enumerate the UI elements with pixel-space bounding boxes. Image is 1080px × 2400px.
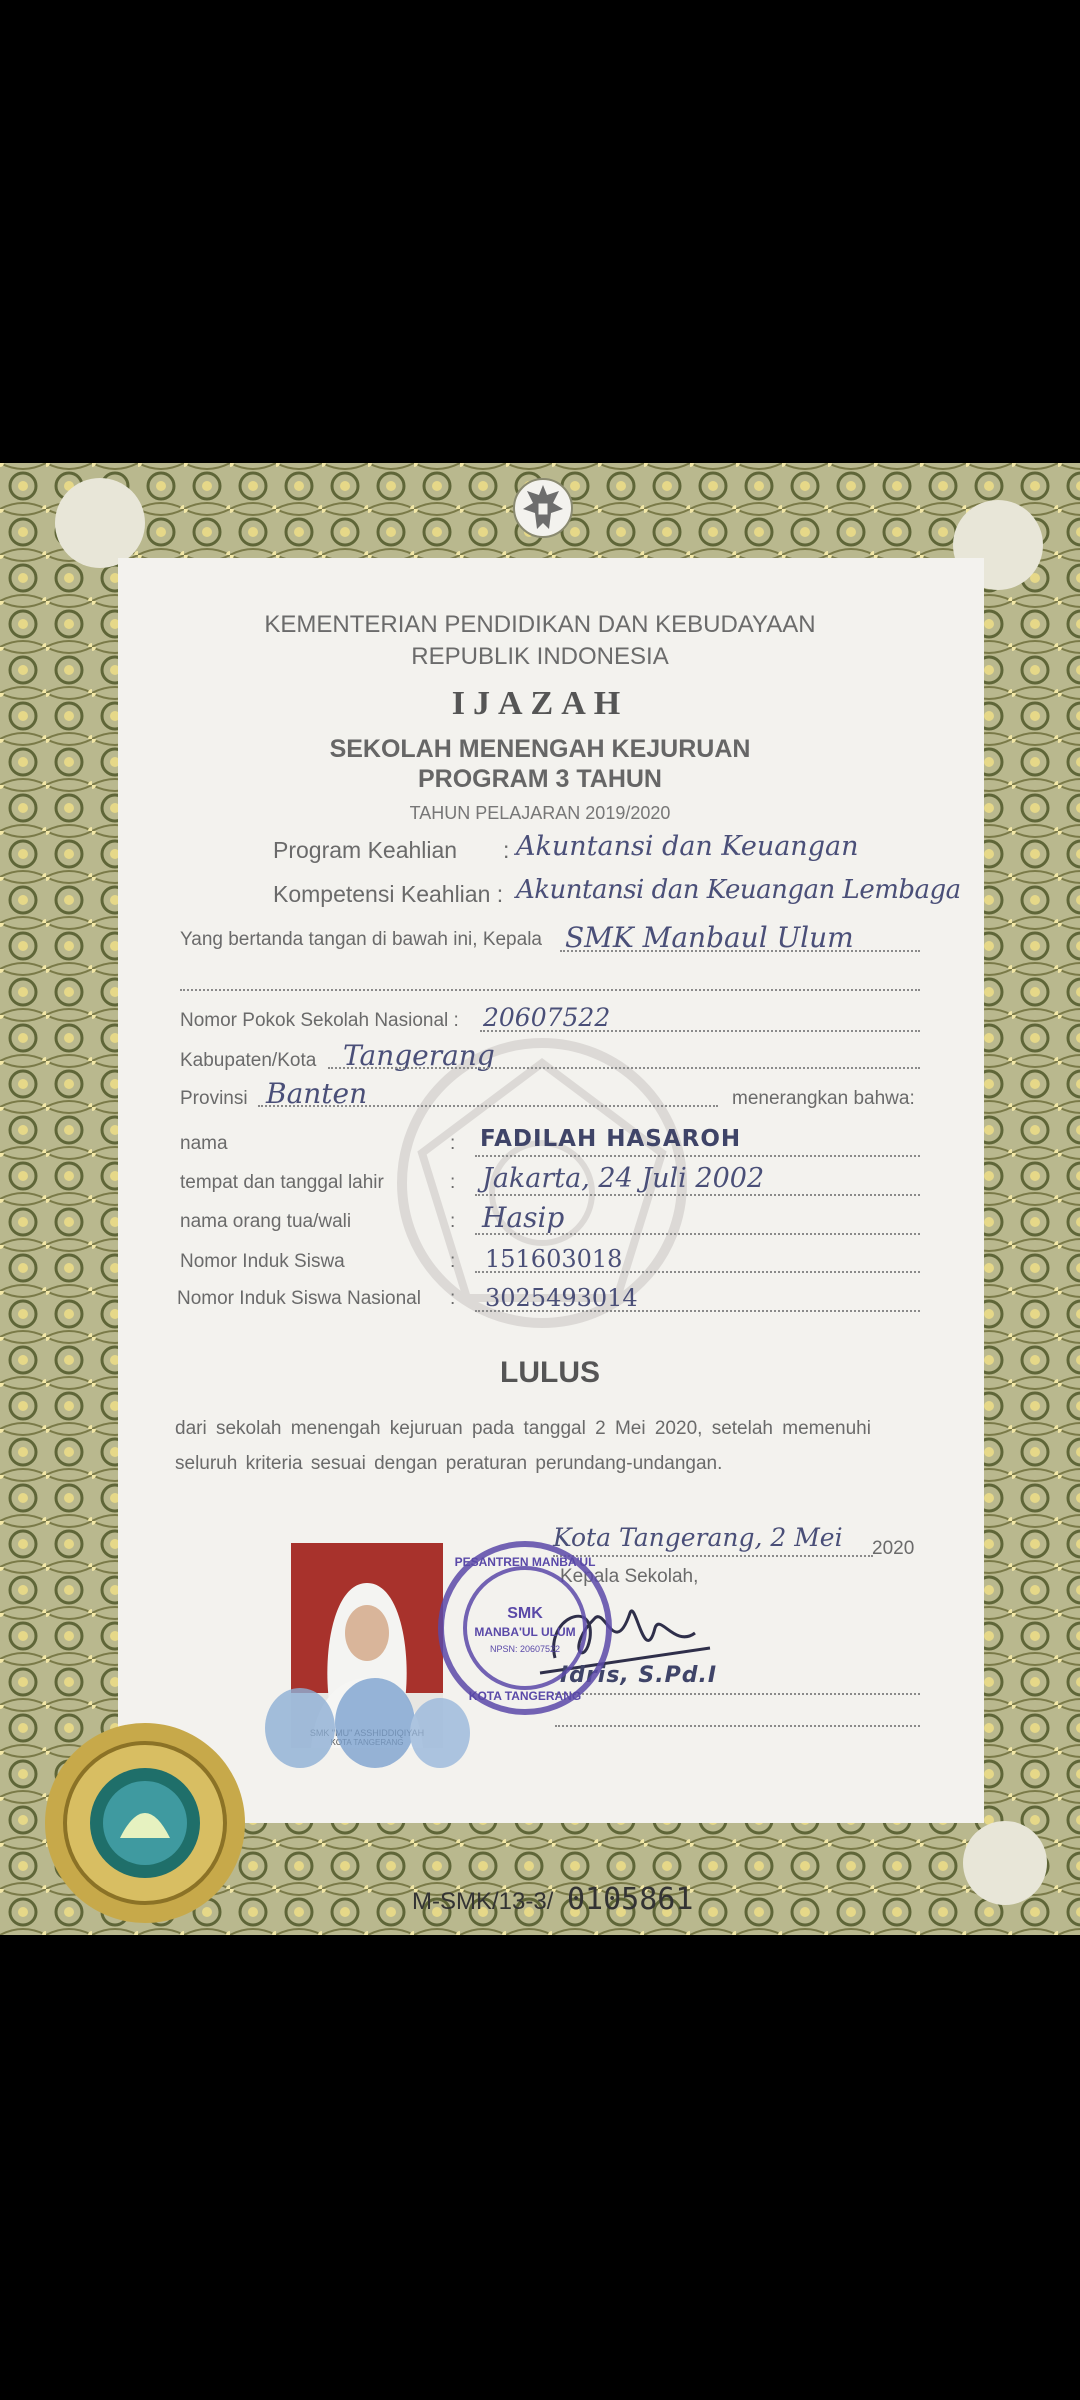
nama-label: nama: [180, 1133, 228, 1154]
nis-value: 151603018: [485, 1245, 623, 1273]
school-stamp-icon: [435, 1538, 615, 1718]
dotted-line: [180, 989, 920, 991]
nama-value: FADILAH HASAROH: [480, 1126, 742, 1152]
diploma-document: [0, 463, 1080, 1935]
dotted-line: [475, 1271, 920, 1273]
npsn-value: 20607522: [483, 1003, 611, 1032]
stamp-npsn-text: NPSN: 20607522: [489, 1644, 561, 1654]
gold-seal-hologram-icon: [40, 1718, 250, 1928]
serial-prefix: M-SMK/13-3/: [412, 1888, 554, 1915]
signature-role: Kepala Sekolah,: [560, 1566, 699, 1587]
kompetensi-label: Kompetensi Keahlian :: [273, 881, 504, 907]
dotted-line: [258, 1105, 718, 1107]
school-type: SEKOLAH MENENGAH KEJURUAN: [329, 735, 751, 763]
dotted-line: [555, 1725, 920, 1727]
graduation-status: LULUS: [500, 1356, 600, 1389]
ortu-value: Hasip: [482, 1201, 565, 1234]
dotted-line: [475, 1233, 920, 1235]
ministry-line-2: REPUBLIK INDONESIA: [411, 643, 669, 670]
stamp-school2-text: MANBA'UL ULUM: [474, 1625, 576, 1639]
result-line-2: seluruh kriteria sesuai dengan peraturan perundang-undangan.: [175, 1453, 723, 1474]
stamp-city-text: KOTA TANGERANG: [468, 1689, 582, 1703]
garuda-emblem-icon: [513, 473, 573, 543]
program-keahlian-value: Akuntansi dan Keuangan: [516, 831, 859, 862]
dotted-line: [560, 950, 920, 952]
dotted-line: [480, 1030, 920, 1032]
nis-label: Nomor Induk Siswa: [180, 1251, 345, 1272]
dotted-line: [328, 1067, 920, 1069]
dotted-line: [475, 1194, 920, 1196]
stamp-top-text: PESANTREN MANBA'UL: [454, 1555, 596, 1569]
result-line-1: dari sekolah menengah kejuruan pada tanggal 2 Mei 2020, setelah memenuhi: [175, 1418, 871, 1439]
kabupaten-label: Kabupaten/Kota: [180, 1050, 317, 1071]
place-date-value: Kota Tangerang, 2 Mei: [553, 1523, 843, 1552]
menerangkan-label: menerangkan bahwa:: [732, 1088, 915, 1109]
nisn-value: 3025493014: [485, 1284, 638, 1312]
provinsi-value: Banten: [266, 1077, 368, 1110]
colon: :: [450, 1211, 456, 1232]
stamp-school-text: SMK: [507, 1605, 543, 1622]
program-duration: PROGRAM 3 TAHUN: [418, 765, 662, 793]
ttl-value: Jakarta, 24 Juli 2002: [482, 1163, 765, 1194]
colon: :: [503, 837, 510, 863]
provinsi-label: Provinsi: [180, 1088, 248, 1109]
intro-label: Yang bertanda tangan di bawah ini, Kepala: [180, 929, 542, 950]
colon: :: [450, 1251, 456, 1272]
ttl-label: tempat dan tanggal lahir: [180, 1172, 384, 1193]
ortu-label: nama orang tua/wali: [180, 1211, 352, 1232]
dotted-line: [475, 1310, 920, 1312]
kompetensi-value: Akuntansi dan Keuangan Lembaga: [516, 875, 961, 905]
signer-name: Idris, S.Pd.I: [560, 1663, 718, 1688]
npsn-label: Nomor Pokok Sekolah Nasional :: [180, 1010, 459, 1031]
colon: :: [450, 1133, 456, 1154]
signature-year: 2020: [872, 1538, 915, 1559]
nisn-label: Nomor Induk Siswa Nasional: [177, 1288, 421, 1309]
dotted-line: [475, 1155, 920, 1157]
program-keahlian-label: Program Keahlian: [273, 837, 458, 863]
academic-year: TAHUN PELAJARAN 2019/2020: [409, 803, 671, 823]
school-name-value: SMK Manbaul Ulum: [565, 921, 854, 954]
colon: :: [450, 1288, 456, 1309]
serial-number: 0105861: [567, 1882, 694, 1917]
document-title: IJAZAH: [451, 685, 629, 722]
kabupaten-value: Tangerang: [343, 1039, 495, 1072]
ministry-line-1: KEMENTERIAN PENDIDIKAN DAN KEBUDAYAAN: [264, 611, 816, 638]
colon: :: [450, 1172, 456, 1193]
